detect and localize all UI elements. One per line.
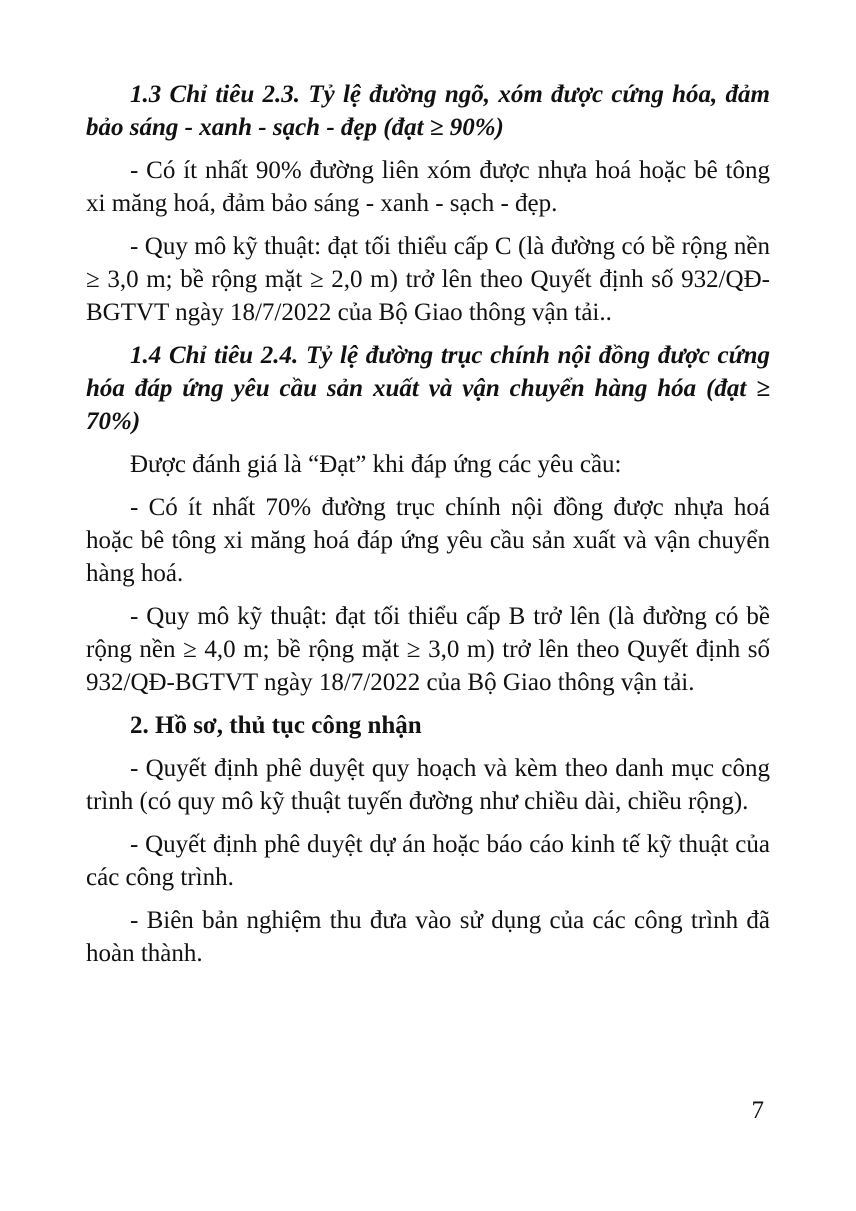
section-1-4-paragraph-3: - Quy mô kỹ thuật: đạt tối thiểu cấp B trở lên (là đường có bề rộng nền ≥ 4,0 m; bề rộng mặt ≥ 3,0 m) trở lên theo Quyết định số 932/QĐ-BGTVT ngày 18/7/2022 của Bộ Giao thông vận tải. [86,603,770,696]
section-1-4-paragraph-1: Được đánh giá là “Đạt” khi đáp ứng các yêu cầu: [130,451,622,478]
section-1-4-heading: 1.4 Chỉ tiêu 2.4. Tỷ lệ đường trục chính nội đồng được cứng hóa đáp ứng yêu cầu sản xuất và vận chuyển hàng hóa (đạt ≥ 70%) [86,342,770,435]
section-1-3-heading: 1.3 Chỉ tiêu 2.3. Tỷ lệ đường ngõ, xóm được cứng hóa, đảm bảo sáng - xanh - sạch - đẹp (đạt ≥ 90%) [86,81,770,141]
section-2-paragraph-1: - Quyết định phê duyệt quy hoạch và kèm theo danh mục công trình (có quy mô kỹ thuật tuyến đường như chiều dài, chiều rộng). [86,755,770,815]
section-1-3-paragraph-2: - Quy mô kỹ thuật: đạt tối thiểu cấp C (là đường có bề rộng nền ≥ 3,0 m; bề rộng mặt ≥ 2,0 m) trở lên theo Quyết định số 932/QĐ-BGTVT ngày 18/7/2022 của Bộ Giao thông vận tải.. [86,233,770,326]
page-number: 7 [751,1097,764,1124]
section-2-paragraph-2: - Quyết định phê duyệt dự án hoặc báo cáo kinh tế kỹ thuật của các công trình. [86,831,770,891]
document-page [86,78,770,980]
section-1-4-paragraph-2: - Có ít nhất 70% đường trục chính nội đồng được nhựa hoá hoặc bê tông xi măng hoá đáp ứng yêu cầu sản xuất và vận chuyển hàng hoá. [86,494,770,587]
section-2-heading: 2. Hồ sơ, thủ tục công nhận [130,712,422,739]
section-2-paragraph-3: - Biên bản nghiệm thu đưa vào sử dụng của các công trình đã hoàn thành. [86,907,770,967]
section-1-3-paragraph-1: - Có ít nhất 90% đường liên xóm được nhựa hoá hoặc bê tông xi măng hoá, đảm bảo sáng - xanh - sạch - đẹp. [86,157,770,217]
